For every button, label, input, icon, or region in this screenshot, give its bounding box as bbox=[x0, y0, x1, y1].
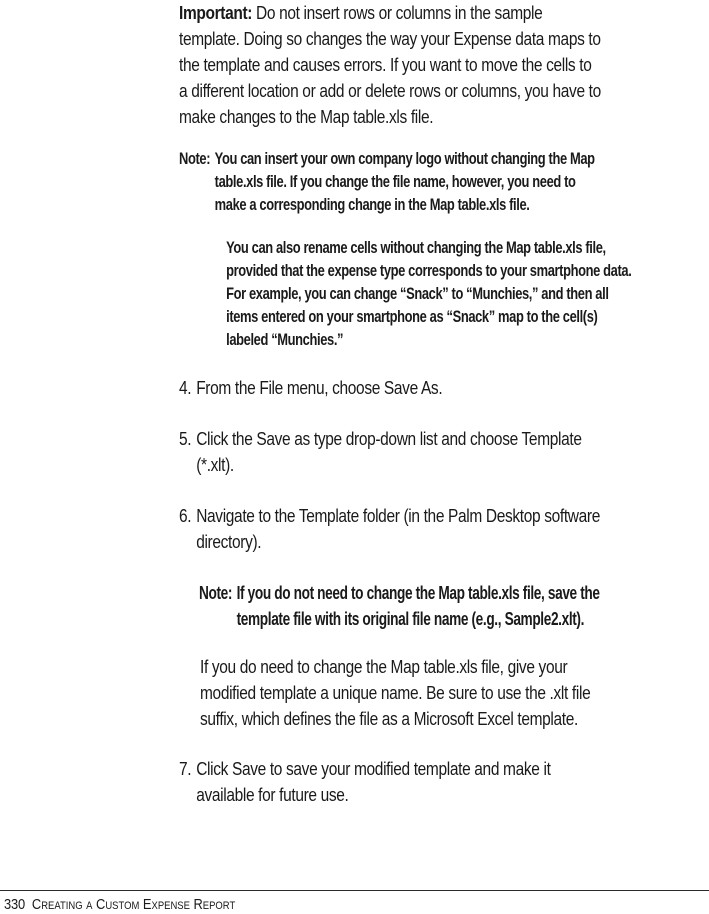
step-text: Click Save to save your modified template and make it available for future use. bbox=[196, 759, 551, 805]
important-paragraph bbox=[179, 0, 699, 130]
note-line: If you do not need to change the Map table.xls file, save the bbox=[236, 583, 600, 603]
followup-paragraph: If you do need to change the Map table.xls file, give your modified template a unique name. Be sure to use the .xlt file suffix, which defines the file as a Microsoft Excel template. bbox=[200, 657, 591, 729]
important-line: make changes to the Map table.xls file. bbox=[179, 107, 434, 127]
note-line: items entered on your smartphone as “Snack” map to the cell(s) bbox=[226, 307, 598, 326]
note-line: labeled “Munchies.” bbox=[226, 330, 344, 349]
page-number: 330 bbox=[4, 896, 26, 913]
note-content bbox=[215, 147, 696, 216]
note-line: You can also rename cells without changing the Map table.xls file, bbox=[226, 238, 606, 257]
step-number: 4. bbox=[179, 378, 192, 398]
step-6 bbox=[179, 503, 699, 555]
important-line: the template and causes errors. If you want to move the cells to bbox=[179, 55, 592, 75]
important-line: Do not insert rows or columns in the sample bbox=[252, 3, 543, 23]
note-line: make a corresponding change in the Map table.xls file. bbox=[214, 195, 530, 214]
note-label: Note: bbox=[179, 149, 211, 168]
step-text: From the File menu, choose Save As. bbox=[196, 378, 443, 398]
important-line: a different location or add or delete rows or columns, you have to bbox=[179, 81, 601, 101]
note-block-1 bbox=[179, 147, 699, 216]
note-content bbox=[237, 580, 709, 632]
note-block-1-paragraph-2 bbox=[179, 236, 699, 351]
footer-rule bbox=[0, 890, 709, 891]
note-line: template file with its original file name (e.g., Sample2.xlt). bbox=[236, 609, 585, 629]
step-number: 5. bbox=[179, 429, 192, 449]
step-5 bbox=[179, 426, 699, 478]
step-text: Navigate to the Template folder (in the Palm Desktop software directory). bbox=[196, 506, 600, 552]
note-line: You can insert your own company logo without changing the Map bbox=[214, 149, 595, 168]
step-4 bbox=[179, 375, 699, 401]
chapter-title: Creating a Custom Expense Report bbox=[31, 896, 236, 913]
step-number: 6. bbox=[179, 506, 192, 526]
note-block-2 bbox=[199, 580, 709, 632]
step-text: Click the Save as type drop-down list and choose Template (*.xlt). bbox=[196, 429, 582, 475]
note-line: provided that the expense type corresponds to your smartphone data. bbox=[226, 261, 632, 280]
note-label: Note: bbox=[199, 583, 233, 603]
step-7 bbox=[179, 756, 699, 808]
important-label: Important: bbox=[179, 3, 253, 23]
page-footer bbox=[4, 896, 235, 914]
step-number: 7. bbox=[179, 759, 192, 779]
important-line: template. Doing so changes the way your Expense data maps to bbox=[179, 29, 601, 49]
note-line: table.xls file. If you change the file name, however, you need to bbox=[214, 172, 576, 191]
note-line: For example, you can change “Snack” to “Munchies,” and then all bbox=[226, 284, 609, 303]
